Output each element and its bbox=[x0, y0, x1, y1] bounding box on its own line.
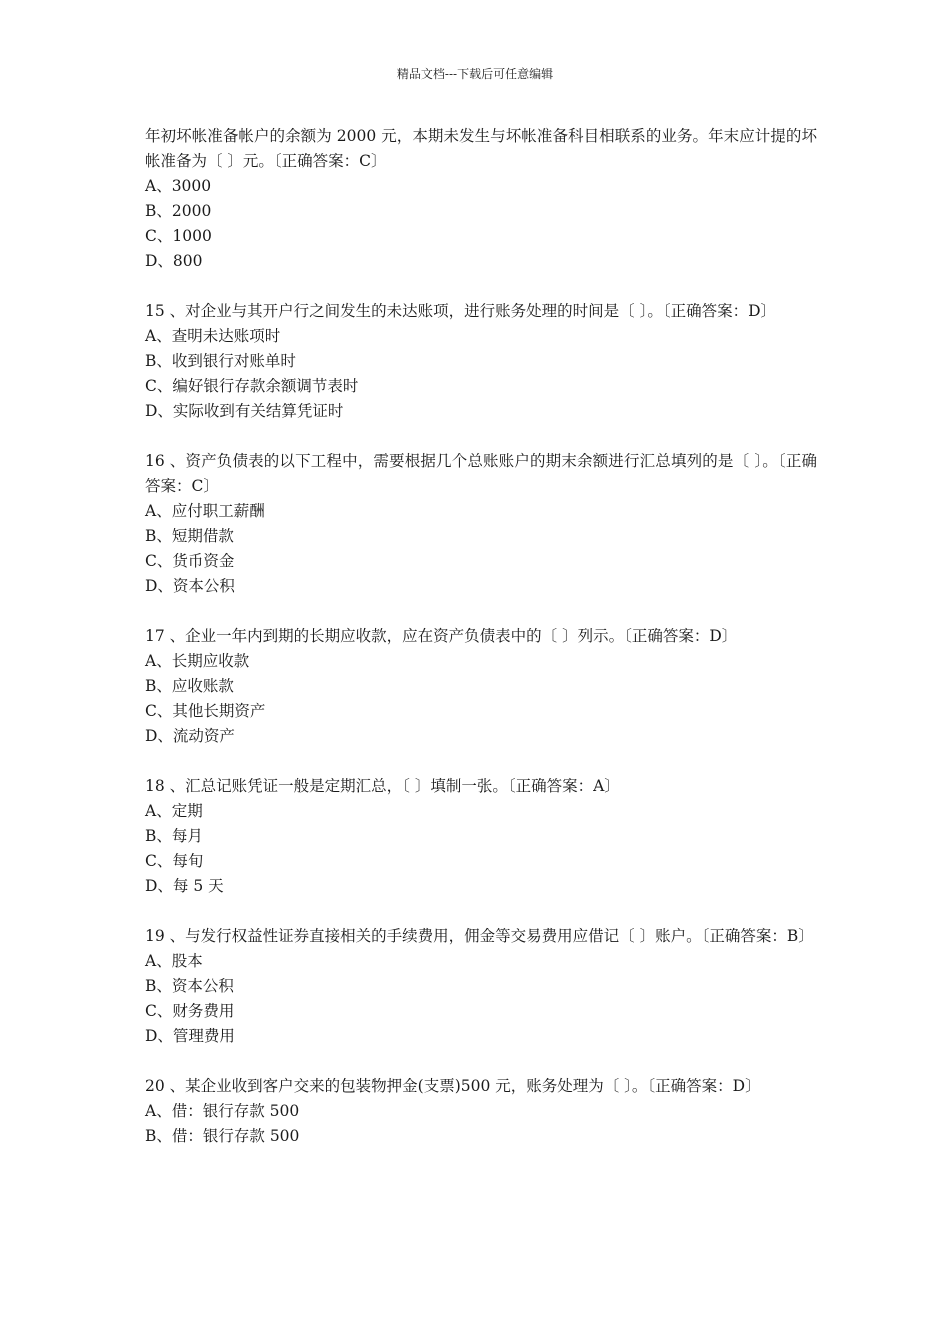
option-b: B、每月 bbox=[145, 827, 203, 845]
option-b: B、资本公积 bbox=[145, 977, 234, 995]
option-a: A、查明未达账项时 bbox=[145, 327, 281, 345]
question-stem: 18 、汇总记账凭证一般是定期汇总，〔 〕填制一张。〔正确答案：A〕 bbox=[145, 777, 620, 795]
option-a: A、定期 bbox=[145, 802, 203, 820]
question-block bbox=[145, 449, 817, 599]
option-b: B、应收账款 bbox=[145, 677, 234, 695]
question-stem: 年初坏帐准备帐户的余额为 2000 元，本期未发生与坏帐准备科目相联系的业务。年末应计提的坏帐准备为〔 〕元。〔正确答案：C〕 bbox=[145, 127, 817, 170]
question-block bbox=[145, 299, 817, 424]
question-block bbox=[145, 1074, 817, 1149]
option-d: D、800 bbox=[145, 252, 203, 270]
question-stem: 19 、与发行权益性证券直接相关的手续费用，佣金等交易费用应借记〔 〕账户。〔正确答案：B〕 bbox=[145, 927, 814, 945]
option-a: A、借：银行存款 500 bbox=[145, 1102, 300, 1120]
question-stem: 17 、企业一年内到期的长期应收款，应在资产负债表中的〔 〕列示。〔正确答案：D〕 bbox=[145, 627, 738, 645]
option-b: B、收到银行对账单时 bbox=[145, 352, 296, 370]
question-block bbox=[145, 124, 817, 274]
option-d: D、流动资产 bbox=[145, 727, 235, 745]
option-b: B、短期借款 bbox=[145, 527, 234, 545]
option-d: D、每 5 天 bbox=[145, 877, 224, 895]
option-a: A、3000 bbox=[145, 177, 212, 195]
question-block bbox=[145, 774, 817, 899]
question-block bbox=[145, 624, 817, 749]
question-stem: 20 、某企业收到客户交来的包装物押金(支票)500 元，账务处理为〔 〕。〔正确答案：D〕 bbox=[145, 1077, 761, 1095]
page-header: 精品文档---下载后可任意编辑 bbox=[396, 67, 554, 81]
option-c: C、1000 bbox=[145, 227, 212, 245]
option-a: A、股本 bbox=[145, 952, 203, 970]
option-a: A、长期应收款 bbox=[145, 652, 250, 670]
option-d: D、管理费用 bbox=[145, 1027, 235, 1045]
option-a: A、应付职工薪酬 bbox=[145, 502, 265, 520]
option-d: D、实际收到有关结算凭证时 bbox=[145, 402, 344, 420]
option-c: C、货币资金 bbox=[145, 552, 235, 570]
option-b: B、2000 bbox=[145, 202, 212, 220]
option-d: D、资本公积 bbox=[145, 577, 235, 595]
question-block bbox=[145, 924, 817, 1049]
option-c: C、财务费用 bbox=[145, 1002, 235, 1020]
option-c: C、每旬 bbox=[145, 852, 204, 870]
question-stem: 15 、对企业与其开户行之间发生的未达账项，进行账务处理的时间是〔 〕。〔正确答案：D〕 bbox=[145, 302, 777, 320]
option-c: C、其他长期资产 bbox=[145, 702, 266, 720]
document-body bbox=[145, 124, 817, 1174]
option-c: C、编好银行存款余额调节表时 bbox=[145, 377, 359, 395]
option-b: B、借：银行存款 500 bbox=[145, 1127, 300, 1145]
question-stem: 16 、资产负债表的以下工程中，需要根据几个总账账户的期末余额进行汇总填列的是〔 〕。〔正确答案：C〕 bbox=[145, 452, 817, 495]
